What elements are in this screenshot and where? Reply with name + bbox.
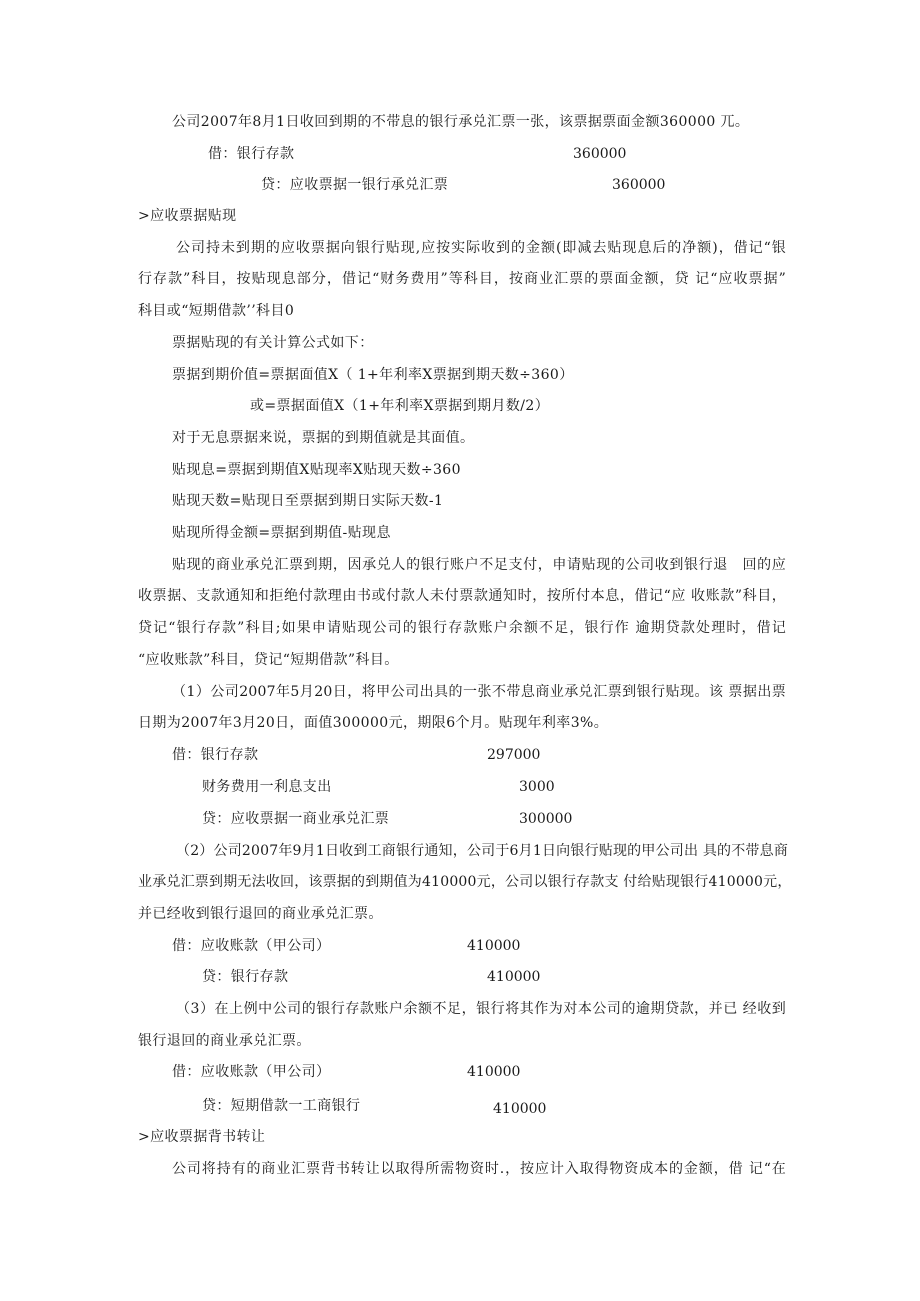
example-line: （3）在上例中公司的银行存款账户余额不足，银行将其作为对本公司的逾期贷款，并已 经收到 <box>176 1001 786 1017</box>
section-heading-discount: >应收票据贴现 <box>138 208 237 224</box>
example-line: （1）公司2007年5月20日，将甲公司出具的一张不带息商业承兑汇票到银行贴现。该 票据出票 <box>172 684 786 700</box>
paragraph-line: 公司持未到期的应收票据向银行贴现,应按实际收到的金额(即减去贴现息后的净额)，借记“银 <box>176 240 786 256</box>
journal-credit-account: 贷：短期借款一工商银行 <box>202 1098 361 1114</box>
example-line: 银行退回的商业承兑汇票。 <box>138 1033 311 1049</box>
formula-line: 贴现所得金额=票据到期值-贴现息 <box>172 525 391 541</box>
formula-line: 贴现天数=贴现日至票据到期日实际天数-1 <box>172 493 444 509</box>
example-line: 日期为2007年3月20日，面值300000元，期限6个月。贴现年利率3%。 <box>138 715 609 731</box>
example-line: （2）公司2007年9月1日收到工商银行通知，公司于6月1日向银行贴现的甲公司出 具的不带息商 <box>176 843 789 859</box>
paragraph-line: 行存款”科目，按贴现息部分，借记“财务费用”等科目，按商业汇票的票面金额，贷 记“应收票据” <box>138 271 786 287</box>
journal-debit-account: 借：应收账款（甲公司） <box>172 938 331 954</box>
journal-debit-account: 借：银行存款 <box>172 747 259 763</box>
formula-line: 贴现息=票据到期值X贴现率X贴现天数÷360 <box>172 462 461 478</box>
section-heading-endorsement: >应收票据背书转让 <box>138 1129 266 1145</box>
journal-debit-amount: 297000 <box>487 747 541 763</box>
paragraph-line: 科目或“短期借款’’科目0 <box>138 303 295 319</box>
journal-credit-account: 贷：银行存款 <box>202 969 289 985</box>
example-line: 业承兑汇票到期无法收回，该票据的到期值为410000元，公司以银行存款支 付给贴现银行410000元， <box>138 874 792 890</box>
paragraph-line: 公司2007年8月1日收回到期的不带息的银行承兑汇票一张，该票据票面金额360000 兀。 <box>172 114 750 130</box>
paragraph-line: 贴现的商业承兑汇票到期，因承兑人的银行账户不足支付，申请贴现的公司收到银行退 回的应 <box>172 557 786 573</box>
formula-line: 对于无息票据来说，票据的到期值就是其面值。 <box>172 430 475 446</box>
journal-debit-account: 借：银行存款 <box>208 146 295 162</box>
journal-credit-account: 贷：应收票据一银行承兑汇票 <box>261 177 449 193</box>
paragraph-line: “应收账款”科目，贷记“短期借款”科目。 <box>138 652 399 668</box>
paragraph-line: 公司将持有的商业汇票背书转让以取得所需物资时.，按应计入取得物资成本的金额，借 记“在 <box>172 1161 786 1177</box>
journal-credit-amount: 410000 <box>487 969 541 985</box>
example-line: 并已经收到银行退回的商业承兑汇票。 <box>138 906 383 922</box>
paragraph-line: 收票据、支款通知和拒绝付款理由书或付款人未付票款通知时，按所付本息，借记“应 收账款”科目， <box>138 588 786 604</box>
journal-debit-amount: 360000 <box>573 146 627 162</box>
journal-credit-amount: 360000 <box>612 177 666 193</box>
journal-credit-amount: 300000 <box>519 811 573 827</box>
formula-line: 票据到期价值=票据面值X（ 1+年利率X票据到期天数÷360） <box>172 367 574 383</box>
journal-debit-account: 借：应收账款（甲公司） <box>172 1064 331 1080</box>
journal-credit-account: 贷：应收票据一商业承兑汇票 <box>202 811 390 827</box>
journal-debit-amount: 410000 <box>467 1064 521 1080</box>
formula-line: 或=票据面值X（1+年利率X票据到期月数/2） <box>250 398 550 414</box>
formula-intro: 票据贴现的有关计算公式如下： <box>172 335 374 351</box>
journal-credit-amount: 410000 <box>493 1101 547 1117</box>
journal-debit-account: 财务费用一利息支出 <box>202 779 332 795</box>
paragraph-line: 贷记“银行存款”科目;如果申请贴现公司的银行存款账户余额不足，银行作 逾期贷款处理时，借记 <box>138 620 786 636</box>
journal-debit-amount: 410000 <box>467 938 521 954</box>
journal-debit-amount: 3000 <box>519 779 555 795</box>
